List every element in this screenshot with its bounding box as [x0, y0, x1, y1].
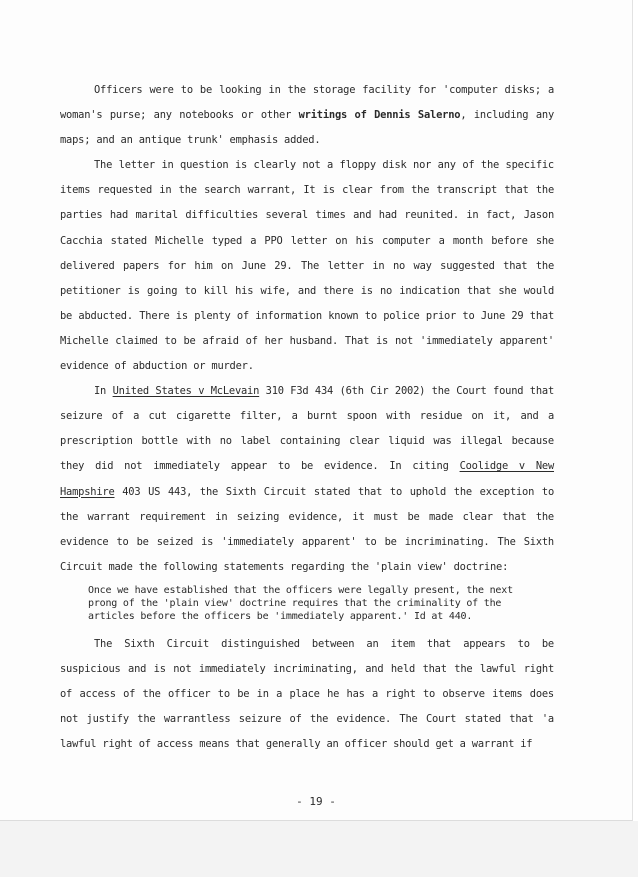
case-citation-mclevain: United States v McLevain	[112, 385, 260, 398]
case-citation-coolidge: Coolidge v New Hampshire	[60, 460, 555, 498]
paragraph-3	[60, 379, 554, 580]
paragraph-3-a: In	[94, 385, 113, 398]
paragraph-1	[60, 78, 554, 153]
body-text	[60, 78, 554, 757]
paragraph-1-a: Officers were to be looking in the storage facility for 'computer disks; a woman's purse; any notebooks or other	[60, 84, 554, 122]
block-quote: Once we have established that the officers were legally present, the next prong of the 'plain view' doctrine requires that the criminality of the articles before the officers be 'immediately apparent.' Id at 440.	[88, 584, 513, 622]
paragraph-2: The letter in question is clearly not a floppy disk nor any of the specific items requested in the search warrant, It is clear from the transcript that the parties had marital difficulties several times and had reunited. in fact, Jason Cacchia stated Michelle typed a PPO letter on his computer a month before she delivered papers for him on June 29. The letter in no way suggested that the petitioner is going to kill his wife, and there is no indication that she would be abducted. There is plenty of information known to police prior to June 29 that Michelle claimed to be afraid of her husband. That is not 'immediately apparent' evidence of abduction or murder.	[60, 159, 554, 373]
paragraph-1-b: , including any maps; and an antique trunk' emphasis added.	[60, 109, 554, 147]
paragraph-5: The Sixth Circuit distinguished between an item that appears to be suspicious and is not immediately incriminating, and held that the lawful right of access of the officer to be in a place he has a right to observe items does not justify the warrantless seizure of the evidence. The Court stated that 'a lawful right of access means that generally an officer should get a warrant if	[60, 637, 554, 751]
paragraph-3-b: 310 F3d 434 (6th Cir 2002) the Court found that seizure of a cut cigarette filter, a burnt spoon with residue on it, and a prescription bottle with no label containing clear liquid was illegal because they did not immediately appear to be evidence. In citing	[60, 385, 555, 473]
scan-background	[0, 821, 638, 877]
paragraph-3-c: 403 US 443, the Sixth Circuit stated that to uphold the exception to the warrant requirement in seizing evidence, it must be made clear that the evidence to be seized is 'immediately apparent' to be incriminating. The Sixth Circuit made the following statements regarding the 'plain view' doctrine:	[60, 485, 554, 573]
page-number: - 19 -	[296, 795, 336, 808]
bold-phrase: writings of Dennis Salerno	[298, 109, 461, 122]
